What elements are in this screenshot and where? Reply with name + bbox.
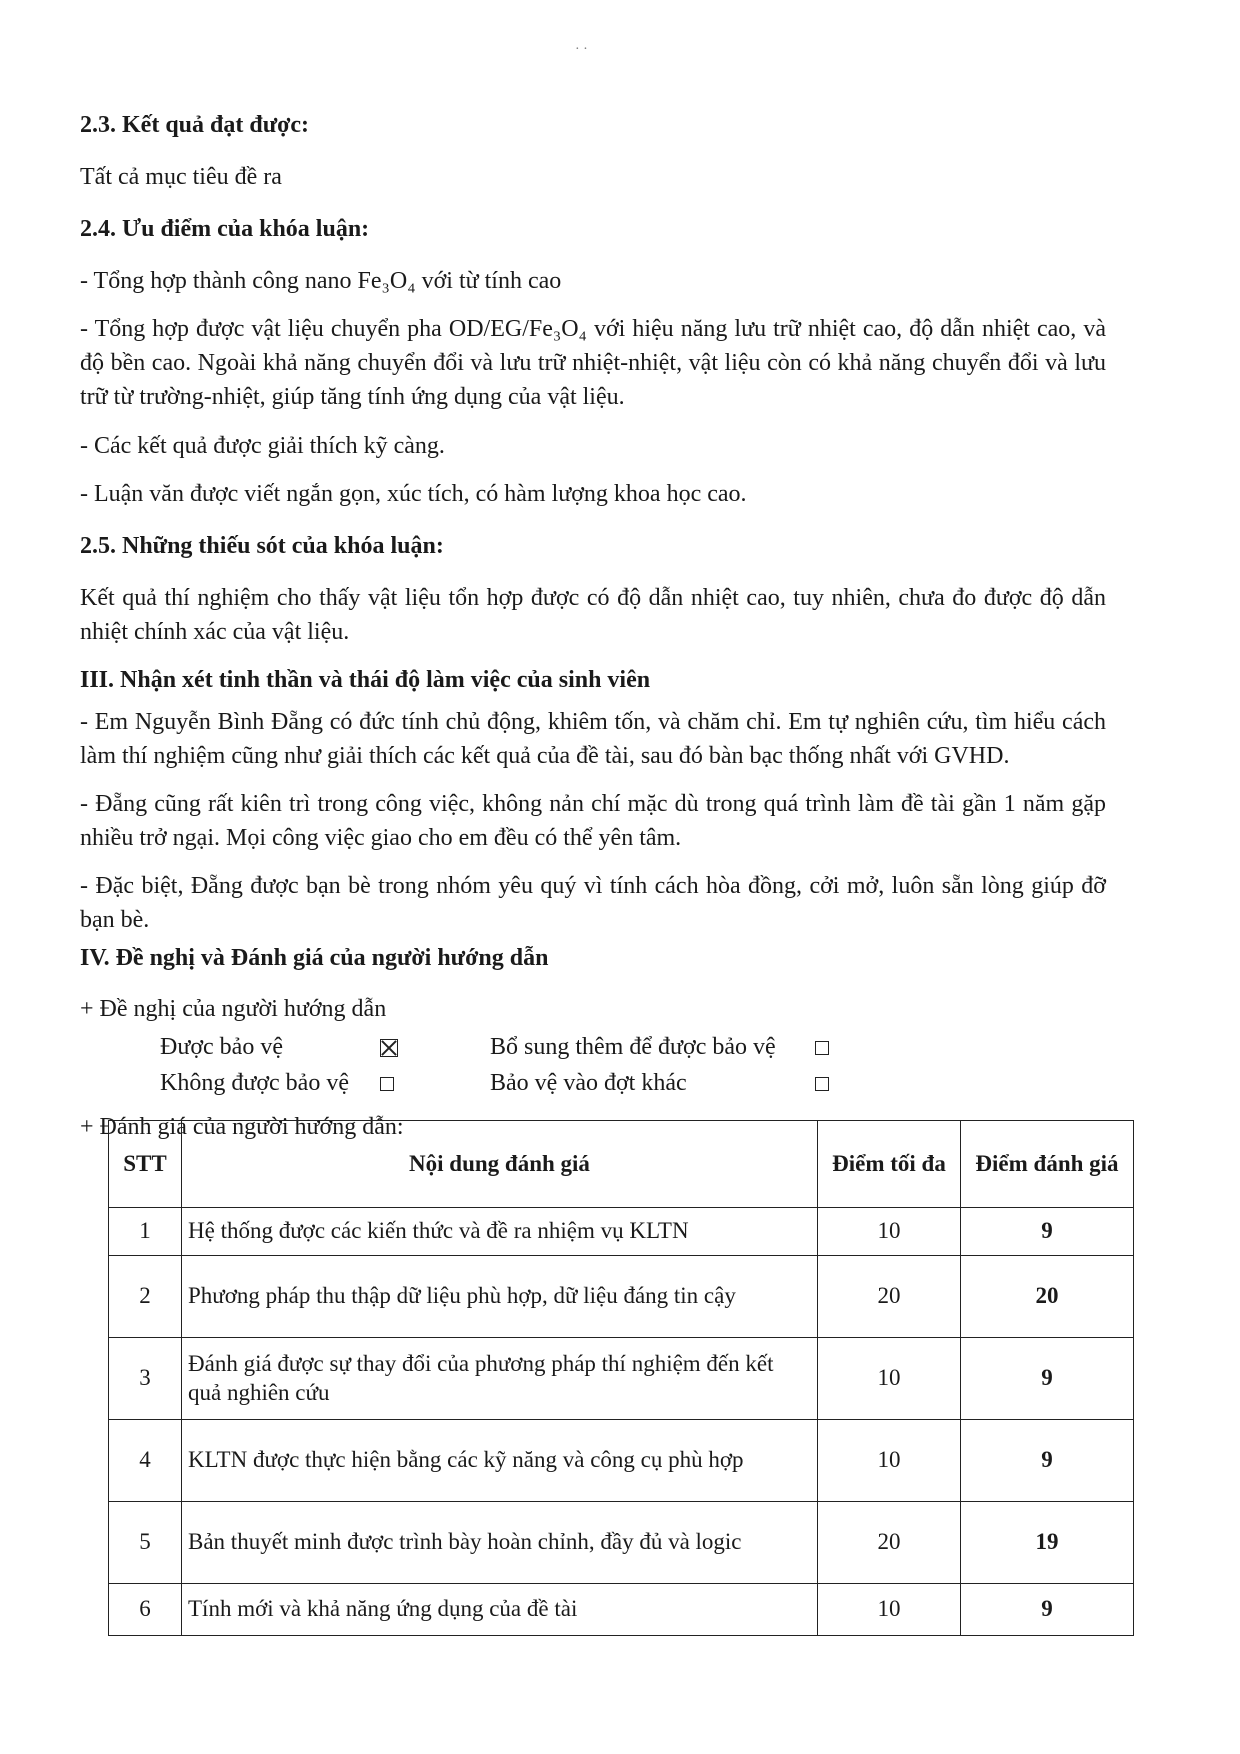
table-row [109,1584,1134,1636]
table-row [109,1502,1134,1584]
row-content: Bản thuyết minh được trình bày hoàn chỉnh, đầy đủ và logic [182,1502,818,1584]
row-content: Tính mới và khả năng ứng dụng của đề tài [182,1584,818,1636]
option-defend-label: Được bảo vệ [160,1033,283,1060]
row-max-score: 20 [818,1502,961,1584]
section-2-5-title: 2.5. Những thiếu sót của khóa luận: [80,532,444,559]
row-content: KLTN được thực hiện bằng các kỹ năng và công cụ phù hợp [182,1420,818,1502]
row-stt: 1 [109,1208,182,1256]
column-header-content: Nội dung đánh giá [182,1121,818,1208]
row-stt: 3 [109,1338,182,1420]
row-content: Đánh giá được sự thay đổi của phương pháp thí nghiệm đến kết quả nghiên cứu [182,1338,818,1420]
scan-mark: · · [575,42,588,57]
row-content: Hệ thống được các kiến thức và đề ra nhiệm vụ KLTN [182,1208,818,1256]
advantage-item: - Tổng hợp được vật liệu chuyển pha OD/EG/Fe₃O₄ với hiệu năng lưu trữ nhiệt cao, độ dẫn nhiệt cao, và độ bền cao. Ngoài khả năng chuyển đổi và lưu trữ nhiệt-nhiệt, vật liệu còn có khả năng chuyển đổi và lưu trữ từ trường-nhiệt, giúp tăng tính ứng dụng của vật liệu. [80,316,1106,411]
recommendation-intro: + Đề nghị của người hướng dẫn [80,995,387,1022]
row-max-score: 10 [818,1584,961,1636]
attitude-item: - Em Nguyễn Bình Đẵng có đức tính chủ động, khiêm tốn, và chăm chỉ. Em tự nghiên cứu, tìm hiểu cách làm thí nghiệm cũng như giải thích các kết quả của đề tài, sau đó bàn bạc thống nhất với GVHD. [80,709,1106,770]
section-2-4-title: 2.4. Ưu điểm của khóa luận: [80,216,370,243]
column-header-max-score: Điểm tối đa [818,1121,961,1208]
column-header-score: Điểm đánh giá [961,1121,1134,1208]
section-2-3-body: Tất cả mục tiêu đề ra [80,164,282,191]
row-stt: 2 [109,1256,182,1338]
table-row [109,1256,1134,1338]
row-max-score: 10 [818,1208,961,1256]
option-not-defend-label: Không được bảo vệ [160,1069,349,1096]
row-max-score: 10 [818,1420,961,1502]
evaluation-table [108,1120,1134,1636]
option-other-round-label: Bảo vệ vào đợt khác [490,1069,687,1096]
row-stt: 4 [109,1420,182,1502]
option-supplement-label: Bổ sung thêm để được bảo vệ [490,1033,776,1060]
option-defend-checkbox[interactable] [380,1039,398,1057]
attitude-item: - Đặc biệt, Đẵng được bạn bè trong nhóm yêu quý vì tính cách hòa đồng, cởi mở, luôn sẵn lòng giúp đỡ bạn bè. [80,873,1106,934]
column-header-stt: STT [109,1121,182,1208]
recommendation-options [80,1030,1106,1100]
section-2-5-body: Kết quả thí nghiệm cho thấy vật liệu tổn hợp được có độ dẫn nhiệt cao, tuy nhiên, chưa đo được độ dẫn nhiệt chính xác của vật liệu. [80,584,1106,645]
row-score: 9 [961,1584,1134,1636]
advantage-item: - Luận văn được viết ngắn gọn, xúc tích, có hàm lượng khoa học cao. [80,480,747,507]
row-score: 9 [961,1420,1134,1502]
section-3-title: III. Nhận xét tinh thần và thái độ làm việc của sinh viên [80,666,651,693]
row-score: 9 [961,1208,1134,1256]
row-max-score: 10 [818,1338,961,1420]
advantage-item: - Tổng hợp thành công nano Fe₃O₄ với từ tính cao [80,268,562,295]
row-score: 19 [961,1502,1134,1584]
row-score: 9 [961,1338,1134,1420]
option-other-round-checkbox[interactable] [815,1077,829,1091]
table-row [109,1338,1134,1420]
option-supplement-checkbox[interactable] [815,1041,829,1055]
table-row [109,1420,1134,1502]
evaluation-intro: + Đánh giá của người hướng dẫn: [80,1113,404,1140]
row-stt: 5 [109,1502,182,1584]
document-content [80,108,1106,1148]
advantage-item: - Các kết quả được giải thích kỹ càng. [80,432,445,459]
row-stt: 6 [109,1584,182,1636]
row-content: Phương pháp thu thập dữ liệu phù hợp, dữ liệu đáng tin cậy [182,1256,818,1338]
attitude-item: - Đẵng cũng rất kiên trì trong công việc, không nản chí mặc dù trong quá trình làm đề tài gần 1 năm gặp nhiều trở ngại. Mọi công việc giao cho em đều có thể yên tâm. [80,791,1106,852]
section-2-3-title: 2.3. Kết quả đạt được: [80,112,310,138]
row-score: 20 [961,1256,1134,1338]
section-4-title: IV. Đề nghị và Đánh giá của người hướng dẫn [80,945,549,972]
table-row [109,1208,1134,1256]
row-max-score: 20 [818,1256,961,1338]
option-not-defend-checkbox[interactable] [380,1077,394,1091]
